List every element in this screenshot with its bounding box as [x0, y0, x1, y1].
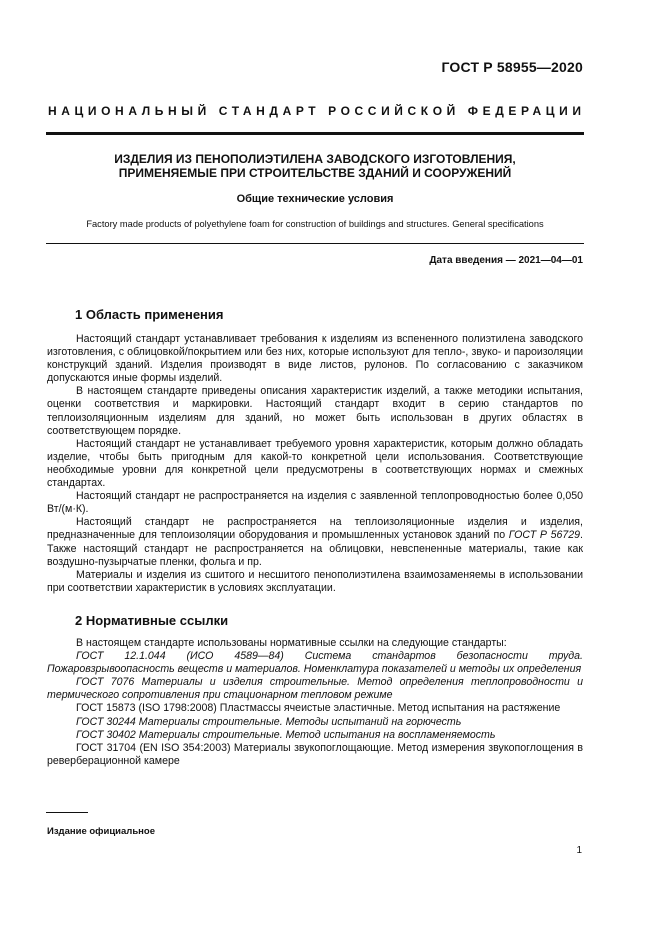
document-subtitle: Общие технические условия	[236, 193, 394, 205]
gost-reference: ГОСТ Р 56729	[508, 529, 581, 542]
normative-reference: ГОСТ 31704 (EN ISO 354:2003) Материалы звукопоглощающие. Метод измерения звукопоглощения в реверберационной камере	[47, 741, 583, 767]
section-1-body	[47, 333, 583, 595]
english-title: Factory made products of polyethylene foam for construction of buildings and structures. General specifications	[86, 219, 544, 229]
document-title	[46, 152, 584, 180]
section-1-heading: 1 Область применения	[75, 307, 224, 322]
normative-reference: ГОСТ 12.1.044 (ИСО 4589—84) Система стандартов безопасности труда. Пожаровзрывоопасность веществ и материалов. Номенклатура показателей и методы их определения	[47, 650, 583, 676]
paragraph-text: . Также настоящий стандарт не распространяется на облицовки, невспененные материалы, такие как воздушно-пузырчатые пленки, фольга и пр.	[47, 529, 583, 568]
title-line-2: ПРИМЕНЯЕМЫЕ ПРИ СТРОИТЕЛЬСТВЕ ЗДАНИЙ И СООРУЖЕНИЙ	[118, 166, 512, 180]
section-1-paragraph: Настоящий стандарт не устанавливает требуемого уровня характеристик, которым должно обладать изделие, чтобы быть пригодным для какой-то конкретной цели использования. Соответствующие необходимые уровни для конкретной цели предусмотрены в соответствующих нормах и смежных стандартах.	[47, 437, 583, 490]
title-divider	[46, 243, 584, 244]
paragraph-text: Настоящий стандарт не распространяется на теплоизоляционные изделия и изделия, предназначенные для теплоизоляции оборудования и промышленных установок зданий по	[47, 516, 583, 542]
document-code: ГОСТ Р 58955—2020	[441, 59, 583, 75]
normative-reference: ГОСТ 7076 Материалы и изделия строительные. Метод определения теплопроводности и термического сопротивления при стационарном тепловом режиме	[47, 676, 583, 702]
section-1-paragraph: Материалы и изделия из сшитого и несшитого пенополиэтилена взаимозаменяемы в использовании при соответствии характеристик в условиях эксплуатации.	[47, 568, 583, 594]
national-standard-banner: НАЦИОНАЛЬНЫЙ СТАНДАРТ РОССИЙСКОЙ ФЕДЕРАЦИИ	[48, 104, 586, 118]
normative-reference: ГОСТ 30244 Материалы строительные. Методы испытаний на горючесть	[76, 715, 462, 728]
page-number: 1	[576, 845, 582, 856]
official-edition-label: Издание официальное	[47, 826, 155, 837]
normative-reference: ГОСТ 15873 (ISO 1798:2008) Пластмассы ячеистые эластичные. Метод испытания на растяжение	[76, 702, 561, 715]
section-1-paragraph: Настоящий стандарт не распространяется на изделия с заявленной теплопроводностью более 0,050 Вт/(м·К).	[47, 490, 583, 516]
normative-reference: ГОСТ 30402 Материалы строительные. Метод испытания на воспламеняемость	[76, 728, 496, 741]
section-2-body	[47, 637, 583, 768]
section-2-heading: 2 Нормативные ссылки	[75, 613, 229, 628]
title-line-1: ИЗДЕЛИЯ ИЗ ПЕНОПОЛИЭТИЛЕНА ЗАВОДСКОГО ИЗГОТОВЛЕНИЯ,	[114, 152, 516, 166]
section-1-paragraph: Настоящий стандарт устанавливает требования к изделиям из вспененного полиэтилена заводского изготовления, с облицовкой/покрытием или без них, которые используют для тепло-, звуко- и пароизоляции конструкций зданий. Изделия производят в виде листов, рулонов. По согласованию с заказчиком допускаются иные формы изделий.	[47, 333, 583, 385]
section-1-paragraph: В настоящем стандарте приведены описания характеристик изделий, а также методики испытания, оценки соответствия и маркировки. Настоящий стандарт входит в серию стандартов по теплоизоляционным изделиям для зданий, но может быть использован в других областях в соответствующем порядке.	[47, 385, 583, 437]
section-2-intro: В настоящем стандарте использованы нормативные ссылки на следующие стандарты:	[76, 637, 507, 649]
section-1-paragraph	[47, 516, 583, 568]
header-divider	[46, 132, 584, 135]
introduction-date: Дата введения — 2021—04—01	[429, 255, 583, 266]
footer-divider	[46, 812, 88, 813]
